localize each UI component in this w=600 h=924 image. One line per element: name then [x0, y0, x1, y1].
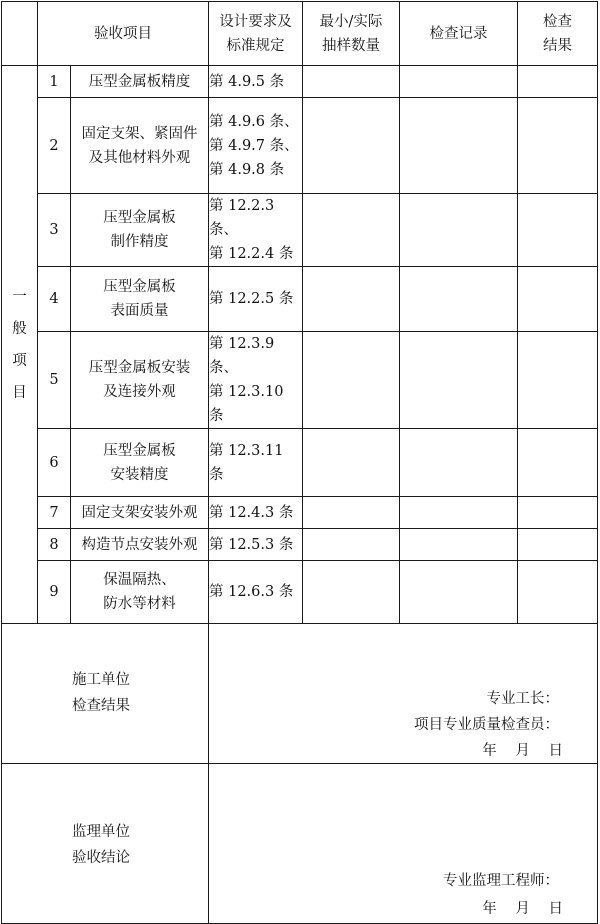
row-number: 2	[38, 98, 71, 194]
construction-section	[2, 624, 598, 764]
result-cell[interactable]	[518, 497, 598, 529]
header-inspection-result: 检查 结果	[518, 2, 598, 66]
header-item: 验收项目	[38, 2, 209, 66]
header-design-requirement: 设计要求及 标准规定	[209, 2, 303, 66]
row-item: 固定支架安装外观	[71, 497, 209, 529]
sample-cell[interactable]	[303, 429, 400, 497]
category-general-items: 一 般 项 目	[2, 66, 38, 624]
construction-signature-cell[interactable]	[209, 624, 598, 764]
row-number: 6	[38, 429, 71, 497]
record-cell[interactable]	[400, 194, 518, 267]
row-number: 4	[38, 267, 71, 332]
row-item: 固定支架、紧固件 及其他材料外观	[71, 98, 209, 194]
result-cell[interactable]	[518, 429, 598, 497]
sample-cell[interactable]	[303, 267, 400, 332]
row-item: 压型金属板 表面质量	[71, 267, 209, 332]
record-cell[interactable]	[400, 429, 518, 497]
supervision-section	[2, 764, 598, 924]
row-clause: 第 12.3.11 条	[209, 429, 303, 497]
supervision-unit-label: 监理单位 验收结论	[72, 824, 130, 866]
record-cell[interactable]	[400, 98, 518, 194]
construction-date: 年 月 日	[482, 743, 563, 759]
row-number: 9	[38, 561, 71, 624]
header-inspection-record: 检查记录	[400, 2, 518, 66]
sample-cell[interactable]	[303, 561, 400, 624]
sample-cell[interactable]	[303, 66, 400, 98]
record-cell[interactable]	[400, 529, 518, 561]
table-row	[2, 429, 598, 497]
record-cell[interactable]	[400, 66, 518, 98]
record-cell[interactable]	[400, 332, 518, 429]
header-corner	[2, 2, 38, 66]
quality-inspector-label: 项目专业质量检查员：	[414, 717, 559, 733]
row-clause: 第 12.6.3 条	[209, 561, 303, 624]
row-clause: 第 12.5.3 条	[209, 529, 303, 561]
row-item: 压型金属板精度	[71, 66, 209, 98]
table-row	[2, 98, 598, 194]
record-cell[interactable]	[400, 561, 518, 624]
row-item: 构造节点安装外观	[71, 529, 209, 561]
row-number: 5	[38, 332, 71, 429]
row-clause: 第 12.2.3 条、 第 12.2.4 条	[209, 194, 303, 267]
sample-cell[interactable]	[303, 529, 400, 561]
supervision-date: 年 月 日	[482, 901, 563, 917]
table-row	[2, 529, 598, 561]
supervision-label-cell	[2, 764, 209, 924]
sample-cell[interactable]	[303, 194, 400, 267]
construction-label-cell	[2, 624, 209, 764]
row-clause: 第 4.9.6 条、 第 4.9.7 条、 第 4.9.8 条	[209, 98, 303, 194]
row-item: 压型金属板 安装精度	[71, 429, 209, 497]
row-clause: 第 4.9.5 条	[209, 66, 303, 98]
result-cell[interactable]	[518, 529, 598, 561]
table-row	[2, 66, 598, 98]
acceptance-record-table	[1, 1, 598, 924]
record-cell[interactable]	[400, 267, 518, 332]
result-cell[interactable]	[518, 332, 598, 429]
row-number: 1	[38, 66, 71, 98]
sample-cell[interactable]	[303, 332, 400, 429]
result-cell[interactable]	[518, 194, 598, 267]
header-row	[2, 2, 598, 66]
table-row	[2, 332, 598, 429]
result-cell[interactable]	[518, 98, 598, 194]
row-number: 8	[38, 529, 71, 561]
supervision-signature-cell[interactable]	[209, 764, 598, 924]
construction-unit-label: 施工单位 检查结果	[72, 672, 130, 714]
foreman-label: 专业工长：	[486, 691, 559, 707]
table-row	[2, 194, 598, 267]
row-clause: 第 12.4.3 条	[209, 497, 303, 529]
table-row	[2, 497, 598, 529]
table-row	[2, 561, 598, 624]
row-number: 3	[38, 194, 71, 267]
row-clause: 第 12.3.9 条、 第 12.3.10 条	[209, 332, 303, 429]
row-number: 7	[38, 497, 71, 529]
row-item: 保温隔热、 防水等材料	[71, 561, 209, 624]
result-cell[interactable]	[518, 561, 598, 624]
sample-cell[interactable]	[303, 98, 400, 194]
record-cell[interactable]	[400, 497, 518, 529]
result-cell[interactable]	[518, 66, 598, 98]
row-clause: 第 12.2.5 条	[209, 267, 303, 332]
sample-cell[interactable]	[303, 497, 400, 529]
result-cell[interactable]	[518, 267, 598, 332]
row-item: 压型金属板 制作精度	[71, 194, 209, 267]
table-row	[2, 267, 598, 332]
header-sample-quantity: 最小/实际 抽样数量	[303, 2, 400, 66]
supervising-engineer-label: 专业监理工程师：	[443, 873, 559, 889]
row-item: 压型金属板安装 及连接外观	[71, 332, 209, 429]
